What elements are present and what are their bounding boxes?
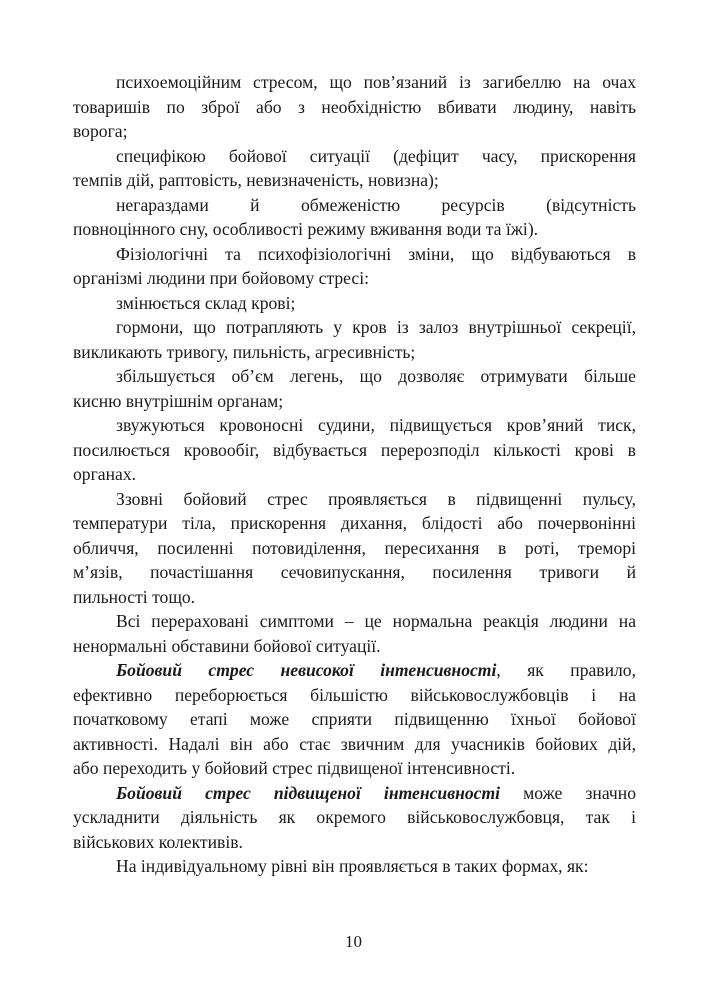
text-line <box>73 732 636 757</box>
text-line <box>73 658 636 683</box>
line-text: звужуються кровоносні судини, підвищується кров’яний тиск, <box>116 415 636 435</box>
line-text: Всі перераховані симптоми – це нормальна реакція людини на <box>116 611 636 631</box>
line-text: змінюється склад крові; <box>116 292 296 313</box>
text-line <box>73 168 636 193</box>
text-line <box>73 462 636 487</box>
line-text: , як правило, <box>496 660 636 680</box>
paragraph <box>73 70 636 144</box>
text-line <box>73 95 636 120</box>
paragraph <box>73 291 636 316</box>
text-line <box>73 854 636 879</box>
paragraph <box>73 609 636 658</box>
text-line <box>73 560 636 585</box>
line-text: ускладнити діяльність як окремого військовослужбовця, так і <box>73 807 636 827</box>
text-line <box>73 315 636 340</box>
text-line <box>73 756 636 781</box>
page-number: 10 <box>345 932 362 951</box>
line-text: або переходить у бойовий стрес підвищеної інтенсивності. <box>73 758 516 778</box>
text-line <box>73 291 636 316</box>
line-text: пильності тощо. <box>73 586 196 607</box>
line-text: ворога; <box>73 121 128 141</box>
text-line <box>73 536 636 561</box>
line-text: негараздами й обмеженістю ресурсів (відсутність <box>116 194 636 215</box>
paragraph <box>73 315 636 364</box>
line-text: викликають тривогу, пильність, агресивність; <box>73 341 416 362</box>
document-body <box>73 70 636 879</box>
text-line <box>73 585 636 610</box>
paragraph <box>73 364 636 413</box>
line-text: обличчя, посиленні потовиділення, пересихання в роті, треморі <box>73 537 636 558</box>
text-line <box>73 487 636 512</box>
emphasized-term: Бойовий стрес невисокої інтенсивності <box>116 660 497 680</box>
line-text: психоемоційним стресом, що пов’язаний із загибеллю на очах <box>116 72 636 92</box>
line-text: активності. Надалі він або стає звичним для учасників бойових дій, <box>73 733 636 754</box>
text-line <box>73 683 636 708</box>
line-text: гормони, що потрапляють у кров із залоз внутрішньої секреції, <box>116 317 636 337</box>
line-text: військових колективів. <box>73 831 243 852</box>
text-line <box>73 266 636 291</box>
text-line <box>73 389 636 414</box>
line-text: органах. <box>73 464 137 484</box>
paragraph <box>73 781 636 855</box>
paragraph <box>73 413 636 487</box>
text-line <box>73 438 636 463</box>
paragraph <box>73 193 636 242</box>
line-text: темпів дій, раптовість, невизначеність, новизна); <box>73 170 439 190</box>
text-line <box>73 609 636 634</box>
paragraph <box>73 242 636 291</box>
paragraph <box>73 487 636 610</box>
line-text: початковому етапі може сприяти підвищенню їхньої бойової <box>73 709 636 729</box>
paragraph <box>73 144 636 193</box>
line-text: збільшується об’єм легень, що дозволяє отримувати більше <box>116 366 636 386</box>
text-line <box>73 830 636 855</box>
text-line <box>73 340 636 365</box>
text-line <box>73 413 636 438</box>
line-text: Фізіологічні та психофізіологічні зміни, що відбуваються в <box>116 243 636 264</box>
line-text: специфікою бойової ситуації (дефіцит часу, прискорення <box>116 145 636 166</box>
text-line <box>73 70 636 95</box>
text-line <box>73 634 636 659</box>
line-text: може значно <box>500 782 636 803</box>
text-line <box>73 707 636 732</box>
line-text: посилюється кровообіг, відбувається перерозподіл кількості крові в <box>73 439 636 460</box>
line-text: м’язів, почастішання сечовипускання, посилення тривоги й <box>73 562 636 582</box>
line-text: ефективно переборюється більшістю військовослужбовців і на <box>73 684 636 705</box>
text-line <box>73 193 636 218</box>
paragraph <box>73 658 636 781</box>
line-text: ненормальні обставини бойової ситуації. <box>73 635 381 656</box>
text-line <box>73 242 636 267</box>
text-line <box>73 781 636 806</box>
text-line <box>73 119 636 144</box>
line-text: Ззовні бойовий стрес проявляється в підвищенні пульсу, <box>116 488 636 509</box>
line-text: На індивідуальному рівні він проявляється в таких формах, як: <box>116 856 589 876</box>
line-text: повноцінного сну, особливості режиму вживання води та їжі). <box>73 219 539 239</box>
line-text: температури тіла, прискорення дихання, блідості або почервонінні <box>73 513 636 533</box>
text-line <box>73 364 636 389</box>
line-text: організмі людини при бойовому стресі: <box>73 268 369 288</box>
text-line <box>73 144 636 169</box>
line-text: кисню внутрішнім органам; <box>73 390 284 411</box>
emphasized-term: Бойовий стрес підвищеної інтенсивності <box>116 782 501 803</box>
paragraph <box>73 854 636 879</box>
text-line <box>73 805 636 830</box>
line-text: товаришів по зброї або з необхідністю вбивати людину, навіть <box>73 96 636 117</box>
text-line <box>73 217 636 242</box>
text-line <box>73 511 636 536</box>
